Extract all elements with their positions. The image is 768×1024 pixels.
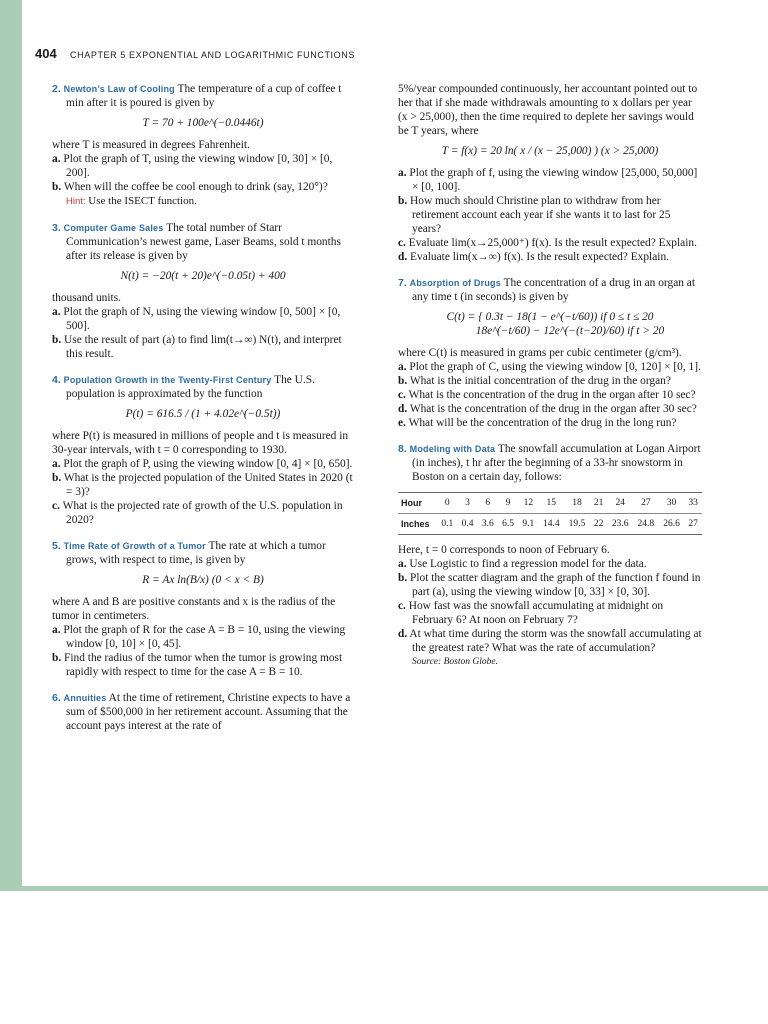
problem-4 [52, 373, 354, 527]
part-a: a. Plot the graph of P, using the viewing window [0, 4] × [0, 650]. [52, 458, 353, 470]
part-a: a. Plot the graph of f, using the viewing window [25,000, 50,000] × [0, 100]. [398, 167, 698, 193]
table-row-hour [398, 493, 702, 514]
part-b: b. How much should Christine plan to withdraw from her retirement account each year if she wants it to last for 25 years? [398, 195, 671, 235]
problem-number: 6. [52, 692, 61, 704]
right-column [398, 82, 702, 681]
chapter-title: CHAPTER 5 EXPONENTIAL AND LOGARITHMIC FUNCTIONS [70, 50, 355, 60]
part-b: b. Find the radius of the tumor when the tumor is growing most rapidly with respect to time for the case A = B = 10. [52, 652, 343, 678]
table-row-label: Inches [398, 514, 437, 535]
part-b: b. Plot the scatter diagram and the graph of the function f found in part (a), using the viewing window [0, 33] × [0, 30]. [398, 572, 701, 598]
table-cell: 14.4 [538, 514, 564, 535]
problem-title: Absorption of Drugs [409, 278, 501, 288]
part-a: a. Plot the graph of C, using the viewing window [0, 120] × [0, 1]. [398, 361, 701, 373]
table-cell: 21 [590, 493, 608, 514]
problem-number: 2. [52, 83, 61, 95]
table-cell: 24.8 [633, 514, 659, 535]
table-cell: 30 [659, 493, 685, 514]
part-b: b. Use the result of part (a) to find lim(t→∞) N(t), and interpret this result. [52, 334, 342, 360]
equation: R = Ax ln(B/x) (0 < x < B) [142, 574, 264, 586]
problem-6 [52, 691, 354, 733]
problem-title: Annuities [63, 693, 107, 703]
problem-number: 7. [398, 277, 407, 289]
problem-text: 5%/year compounded continuously, her accountant pointed out to her that if she made withdrawals amounting to x dollars per year (x > 25,000), then the time required to deplete her savings would be T years, where [398, 83, 698, 137]
problem-6-statement [52, 691, 354, 733]
problem-title: Modeling with Data [409, 444, 496, 454]
table-cell: 23.6 [607, 514, 633, 535]
table-row-label: Hour [398, 493, 437, 514]
problem-4-statement [52, 373, 354, 401]
problem-intro: The snowfall accumulation at Logan Airport (in inches), t hr after the beginning of a 33-hr snowstorm in Boston on a certain day, follows: [412, 443, 701, 483]
page-number: 404 [35, 46, 57, 61]
problem-2 [52, 82, 354, 209]
problem-text: where C(t) is measured in grams per cubic centimeter (g/cm³). [398, 347, 682, 359]
snowfall-table [398, 492, 702, 535]
table-cell: 24 [607, 493, 633, 514]
hint [52, 194, 354, 209]
equation-case-1: C(t) = { 0.3t − 18(1 − e^(−t/60)) if 0 ≤ t ≤ 20 [446, 311, 654, 323]
hint-label: Hint: [66, 196, 86, 207]
equation-case-2: 18e^(−t/60) − 12e^(−(t−20)/60) if t > 20 [475, 325, 665, 337]
source-note: Source: Boston Globe. [412, 657, 498, 667]
table-cell: 0.1 [437, 514, 457, 535]
table-cell: 27 [633, 493, 659, 514]
problem-2-statement [52, 82, 354, 110]
problem-intro: At the time of retirement, Christine expects to have a sum of $500,000 in her retirement account. Assuming that the account pays interest at the rate of [66, 692, 351, 732]
problem-number: 5. [52, 540, 61, 552]
part-d: d. What is the concentration of the drug in the organ after 30 sec? [398, 403, 697, 415]
part-e: e. What will be the concentration of the drug in the long run? [398, 417, 677, 429]
equation: T = 70 + 100e^(−0.0446t) [142, 117, 264, 129]
table-cell: 26.6 [659, 514, 685, 535]
table-cell: 22 [590, 514, 608, 535]
table-cell: 0.4 [457, 514, 477, 535]
table-cell: 0 [437, 493, 457, 514]
part-c: c. What is the concentration of the drug in the organ after 10 sec? [398, 389, 696, 401]
problem-intro: The concentration of a drug in an organ at any time t (in seconds) is given by [412, 277, 696, 303]
table-cell: 27 [684, 514, 702, 535]
hint-text: Use the ISECT function. [85, 195, 197, 207]
problem-8-statement [398, 442, 702, 484]
problem-title: Time Rate of Growth of a Tumor [63, 541, 206, 551]
table-cell: 3 [457, 493, 477, 514]
page-bottom-band [0, 886, 768, 891]
problem-8 [398, 442, 702, 669]
problem-text: thousand units. [52, 292, 121, 304]
page-header [35, 46, 355, 61]
table-cell: 6.5 [498, 514, 518, 535]
part-c: c. How fast was the snowfall accumulating at midnight on February 6? At noon on February 7? [398, 600, 664, 626]
problem-7 [398, 276, 702, 430]
problem-7-statement [398, 276, 702, 304]
part-a: a. Plot the graph of T, using the viewing window [0, 30] × [0, 200]. [52, 153, 333, 179]
part-c: c. What is the projected rate of growth of the U.S. population in 2020? [52, 500, 343, 526]
problem-6-continued [398, 82, 702, 264]
problem-title: Computer Game Sales [63, 223, 164, 233]
part-d: d. At what time during the storm was the snowfall accumulating at the greatest rate? What was the rate of accumulation? [398, 628, 702, 654]
part-b: b. What is the initial concentration of the drug in the organ? [398, 375, 671, 387]
problem-5-statement [52, 539, 354, 567]
problem-text: where P(t) is measured in millions of people and t is measured in 30-year intervals, with t = 0 corresponding to 1930. [52, 430, 349, 456]
table-cell: 33 [684, 493, 702, 514]
table-cell: 6 [478, 493, 498, 514]
left-column [52, 82, 354, 745]
problem-title: Population Growth in the Twenty-First Century [63, 375, 272, 385]
table-cell: 18 [564, 493, 590, 514]
problem-intro: The temperature of a cup of coffee t min after it is poured is given by [66, 83, 342, 109]
table-cell: 3.6 [478, 514, 498, 535]
part-a: a. Plot the graph of R for the case A = B = 10, using the viewing window [0, 10] × [0, 45]. [52, 624, 346, 650]
table-cell: 9.1 [518, 514, 538, 535]
part-d: d. Evaluate lim(x→∞) f(x). Is the result expected? Explain. [398, 251, 669, 263]
problem-3-statement [52, 221, 354, 263]
problem-number: 4. [52, 374, 61, 386]
problem-number: 8. [398, 443, 407, 455]
equation-piecewise [398, 310, 702, 338]
table-cell: 9 [498, 493, 518, 514]
problem-text: Here, t = 0 corresponds to noon of February 6. [398, 544, 610, 556]
part-a: a. Use Logistic to find a regression model for the data. [398, 558, 647, 570]
problem-3 [52, 221, 354, 361]
table-cell: 12 [518, 493, 538, 514]
part-b: b. When will the coffee be cool enough to drink (say, 120°)? [52, 181, 328, 193]
problem-title: Newton’s Law of Cooling [63, 84, 175, 94]
problem-intro: The rate at which a tumor grows, with respect to time, is given by [66, 540, 326, 566]
equation: T = f(x) = 20 ln( x / (x − 25,000) ) (x > 25,000) [441, 145, 659, 157]
problem-intro: The total number of Starr Communication’s newest game, Laser Beams, sold t months after its release is given by [66, 222, 341, 262]
problem-text: where T is measured in degrees Fahrenheit. [52, 139, 250, 151]
table-cell: 15 [538, 493, 564, 514]
problem-number: 3. [52, 222, 61, 234]
table-cell: 19.5 [564, 514, 590, 535]
part-c: c. Evaluate lim(x→25,000⁺) f(x). Is the result expected? Explain. [398, 237, 697, 249]
part-a: a. Plot the graph of N, using the viewing window [0, 500] × [0, 500]. [52, 306, 341, 332]
equation: P(t) = 616.5 / (1 + 4.02e^(−0.5t)) [125, 408, 281, 420]
table-row-inches [398, 514, 702, 535]
page-sidebar-band [0, 0, 22, 890]
problem-5 [52, 539, 354, 679]
problem-text: where A and B are positive constants and x is the radius of the tumor in centimeters. [52, 596, 336, 622]
problem-intro: The U.S. population is approximated by the function [66, 374, 315, 400]
part-b: b. What is the projected population of the United States in 2020 (t = 3)? [52, 472, 353, 498]
equation: N(t) = −20(t + 20)e^(−0.05t) + 400 [120, 270, 286, 282]
